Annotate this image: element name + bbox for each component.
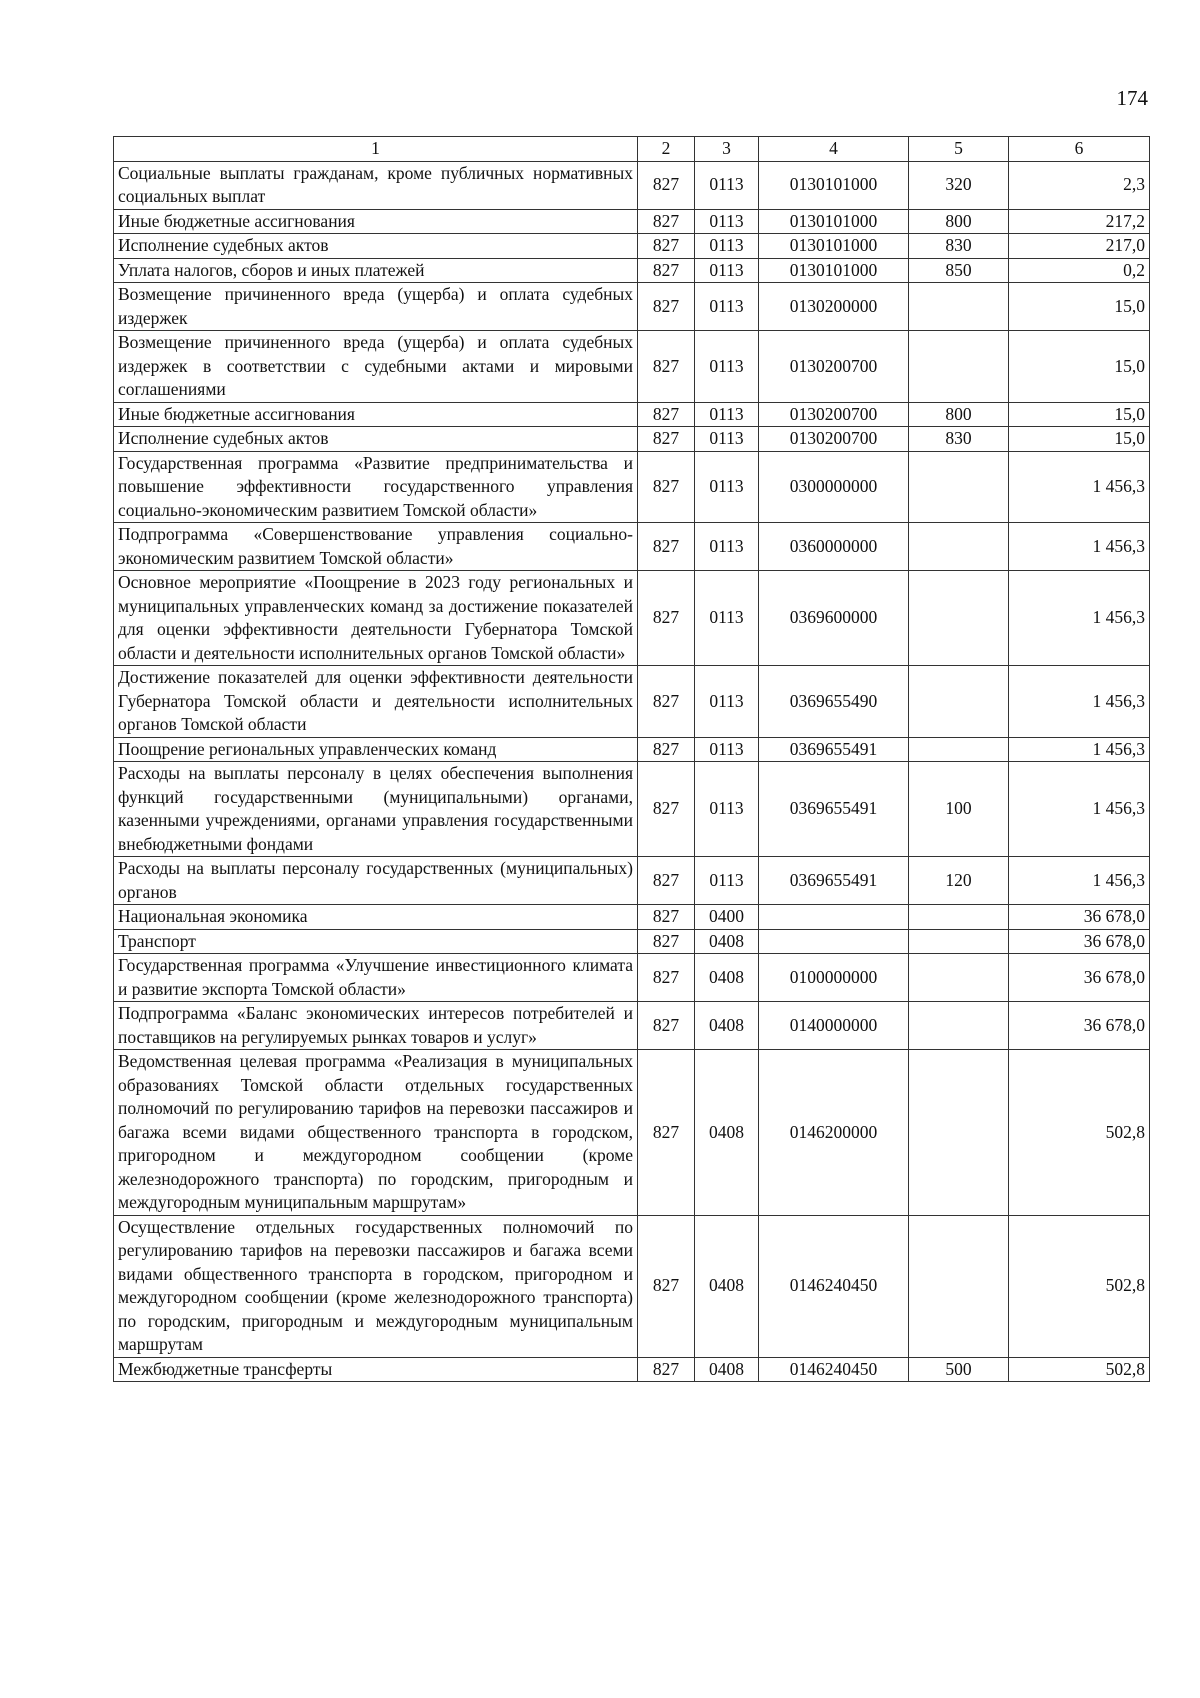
amount-cell: 36 678,0 [1009,929,1150,954]
admin-code-cell: 827 [638,1050,695,1216]
amount-cell: 1 456,3 [1009,762,1150,857]
admin-code-cell: 827 [638,427,695,452]
header-cell: 4 [759,137,909,162]
amount-cell: 1 456,3 [1009,523,1150,571]
expense-type-cell [909,571,1009,666]
budget-table [113,136,1150,1382]
target-article-cell: 0369655490 [759,666,909,738]
section-code-cell: 0113 [695,857,759,905]
row-name-cell: Расходы на выплаты персоналу государственных (муниципальных) органов [114,857,638,905]
target-article-cell: 0140000000 [759,1002,909,1050]
admin-code-cell: 827 [638,1002,695,1050]
section-code-cell: 0113 [695,523,759,571]
amount-cell: 1 456,3 [1009,571,1150,666]
section-code-cell: 0113 [695,762,759,857]
admin-code-cell: 827 [638,234,695,259]
amount-cell: 502,8 [1009,1050,1150,1216]
target-article-cell: 0130200700 [759,402,909,427]
amount-cell: 15,0 [1009,402,1150,427]
admin-code-cell: 827 [638,209,695,234]
target-article-cell: 0369600000 [759,571,909,666]
admin-code-cell: 827 [638,857,695,905]
table-row [114,905,1150,930]
section-code-cell: 0113 [695,571,759,666]
target-article-cell: 0130200700 [759,331,909,403]
expense-type-cell [909,331,1009,403]
section-code-cell: 0113 [695,427,759,452]
target-article-cell: 0146240450 [759,1215,909,1357]
amount-cell: 36 678,0 [1009,954,1150,1002]
table-row [114,258,1150,283]
admin-code-cell: 827 [638,283,695,331]
table-row [114,762,1150,857]
header-cell: 5 [909,137,1009,162]
expense-type-cell [909,283,1009,331]
section-code-cell: 0113 [695,737,759,762]
table-row [114,209,1150,234]
table-row [114,283,1150,331]
header-cell: 2 [638,137,695,162]
table-row [114,523,1150,571]
amount-cell: 1 456,3 [1009,857,1150,905]
expense-type-cell [909,737,1009,762]
target-article-cell: 0130101000 [759,161,909,209]
expense-type-cell [909,523,1009,571]
amount-cell: 2,3 [1009,161,1150,209]
expense-type-cell [909,1215,1009,1357]
row-name-cell: Расходы на выплаты персоналу в целях обеспечения выполнения функций государственными (муниципальными) органами, казенными учреждениями, органами управления государственными внебюджетными фондами [114,762,638,857]
expense-type-cell: 100 [909,762,1009,857]
admin-code-cell: 827 [638,666,695,738]
expense-type-cell: 800 [909,402,1009,427]
section-code-cell: 0113 [695,209,759,234]
row-name-cell: Социальные выплаты гражданам, кроме публичных нормативных социальных выплат [114,161,638,209]
table-row [114,331,1150,403]
row-name-cell: Исполнение судебных актов [114,234,638,259]
target-article-cell: 0100000000 [759,954,909,1002]
section-code-cell: 0113 [695,283,759,331]
amount-cell: 0,2 [1009,258,1150,283]
header-cell: 3 [695,137,759,162]
expense-type-cell: 800 [909,209,1009,234]
expense-type-cell [909,954,1009,1002]
target-article-cell: 0130101000 [759,258,909,283]
row-name-cell: Уплата налогов, сборов и иных платежей [114,258,638,283]
header-cell: 1 [114,137,638,162]
admin-code-cell: 827 [638,402,695,427]
table-row [114,451,1150,523]
table-row [114,402,1150,427]
admin-code-cell: 827 [638,523,695,571]
section-code-cell: 0408 [695,1215,759,1357]
amount-cell: 15,0 [1009,331,1150,403]
section-code-cell: 0113 [695,234,759,259]
section-code-cell: 0113 [695,666,759,738]
target-article-cell: 0130101000 [759,209,909,234]
row-name-cell: Государственная программа «Развитие предпринимательства и повышение эффективности государственного управления социально-экономическим развитием Томской области» [114,451,638,523]
admin-code-cell: 827 [638,571,695,666]
amount-cell: 15,0 [1009,427,1150,452]
table-row [114,666,1150,738]
row-name-cell: Осуществление отдельных государственных полномочий по регулированию тарифов на перевозки пассажиров и багажа всеми видами общественного транспорта в городском, пригородном и междугородном сообщении (кроме железнодорожного транспорта) по городским, пригородным и междугородным муниципальным маршрутам [114,1215,638,1357]
table-row [114,234,1150,259]
admin-code-cell: 827 [638,451,695,523]
admin-code-cell: 827 [638,954,695,1002]
section-code-cell: 0408 [695,1357,759,1382]
expense-type-cell: 850 [909,258,1009,283]
target-article-cell: 0360000000 [759,523,909,571]
admin-code-cell: 827 [638,737,695,762]
admin-code-cell: 827 [638,905,695,930]
row-name-cell: Основное мероприятие «Поощрение в 2023 году региональных и муниципальных управленческих команд за достижение показателей для оценки эффективности деятельности Губернатора Томской области и деятельности исполнительных органов Томской области» [114,571,638,666]
admin-code-cell: 827 [638,929,695,954]
expense-type-cell [909,905,1009,930]
target-article-cell: 0130200000 [759,283,909,331]
table-row [114,954,1150,1002]
admin-code-cell: 827 [638,258,695,283]
table-row [114,857,1150,905]
table-row [114,571,1150,666]
amount-cell: 15,0 [1009,283,1150,331]
expense-type-cell [909,1050,1009,1216]
row-name-cell: Подпрограмма «Баланс экономических интересов потребителей и поставщиков на регулируемых рынках товаров и услуг» [114,1002,638,1050]
expense-type-cell [909,666,1009,738]
amount-cell: 1 456,3 [1009,666,1150,738]
table-row [114,161,1150,209]
section-code-cell: 0113 [695,161,759,209]
row-name-cell: Возмещение причиненного вреда (ущерба) и оплата судебных издержек [114,283,638,331]
amount-cell: 502,8 [1009,1215,1150,1357]
page-number: 174 [1116,86,1148,110]
header-row [114,137,1150,162]
section-code-cell: 0408 [695,929,759,954]
target-article-cell [759,905,909,930]
admin-code-cell: 827 [638,1215,695,1357]
section-code-cell: 0408 [695,1002,759,1050]
amount-cell: 217,2 [1009,209,1150,234]
row-name-cell: Ведомственная целевая программа «Реализация в муниципальных образованиях Томской области отдельных государственных полномочий по регулированию тарифов на перевозки пассажиров и багажа всеми видами общественного транспорта в городском, пригородном и междугородном сообщении (кроме железнодорожного транспорта) по городским, пригородным и междугородным муниципальным маршрутам» [114,1050,638,1216]
amount-cell: 1 456,3 [1009,737,1150,762]
section-code-cell: 0113 [695,402,759,427]
amount-cell: 502,8 [1009,1357,1150,1382]
amount-cell: 1 456,3 [1009,451,1150,523]
amount-cell: 36 678,0 [1009,905,1150,930]
admin-code-cell: 827 [638,1357,695,1382]
table-row [114,1357,1150,1382]
section-code-cell: 0113 [695,451,759,523]
expense-type-cell [909,1002,1009,1050]
table-row [114,737,1150,762]
expense-type-cell: 830 [909,427,1009,452]
amount-cell: 217,0 [1009,234,1150,259]
admin-code-cell: 827 [638,762,695,857]
target-article-cell: 0146240450 [759,1357,909,1382]
target-article-cell: 0130200700 [759,427,909,452]
target-article-cell: 0369655491 [759,737,909,762]
expense-type-cell: 320 [909,161,1009,209]
target-article-cell [759,929,909,954]
row-name-cell: Транспорт [114,929,638,954]
target-article-cell: 0130101000 [759,234,909,259]
row-name-cell: Достижение показателей для оценки эффективности деятельности Губернатора Томской области и деятельности исполнительных органов Томской области [114,666,638,738]
table-row [114,1050,1150,1216]
expense-type-cell [909,451,1009,523]
row-name-cell: Межбюджетные трансферты [114,1357,638,1382]
expense-type-cell [909,929,1009,954]
target-article-cell: 0300000000 [759,451,909,523]
expense-type-cell: 500 [909,1357,1009,1382]
row-name-cell: Поощрение региональных управленческих команд [114,737,638,762]
target-article-cell: 0369655491 [759,762,909,857]
admin-code-cell: 827 [638,161,695,209]
amount-cell: 36 678,0 [1009,1002,1150,1050]
row-name-cell: Возмещение причиненного вреда (ущерба) и оплата судебных издержек в соответствии с судебными актами и мировыми соглашениями [114,331,638,403]
row-name-cell: Иные бюджетные ассигнования [114,209,638,234]
section-code-cell: 0408 [695,1050,759,1216]
row-name-cell: Иные бюджетные ассигнования [114,402,638,427]
section-code-cell: 0408 [695,954,759,1002]
expense-type-cell: 830 [909,234,1009,259]
section-code-cell: 0113 [695,258,759,283]
row-name-cell: Исполнение судебных актов [114,427,638,452]
row-name-cell: Государственная программа «Улучшение инвестиционного климата и развитие экспорта Томской области» [114,954,638,1002]
table-row [114,1215,1150,1357]
expense-type-cell: 120 [909,857,1009,905]
target-article-cell: 0369655491 [759,857,909,905]
table-row [114,427,1150,452]
table-row [114,929,1150,954]
header-cell: 6 [1009,137,1150,162]
admin-code-cell: 827 [638,331,695,403]
row-name-cell: Национальная экономика [114,905,638,930]
table-row [114,1002,1150,1050]
section-code-cell: 0400 [695,905,759,930]
target-article-cell: 0146200000 [759,1050,909,1216]
section-code-cell: 0113 [695,331,759,403]
row-name-cell: Подпрограмма «Совершенствование управления социально-экономическим развитием Томской области» [114,523,638,571]
